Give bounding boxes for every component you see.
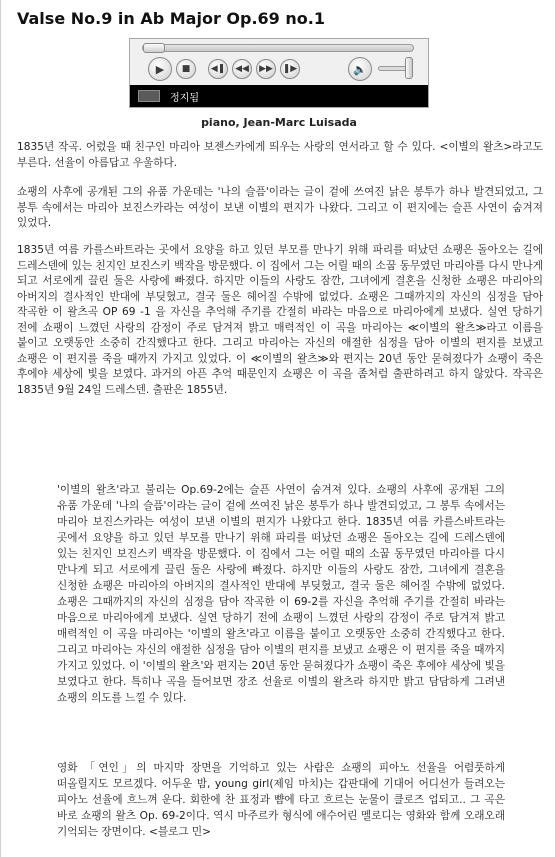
page-title: Valse No.9 in Ab Major Op.69 no.1 [17, 9, 325, 28]
paragraph-4: '이별의 왈츠'라고 불리는 Op.69-2에는 슬픈 사연이 숨겨져 있다. 쇼팽의 사후에 공개된 그의 유품 가운데 '나의 슬픔'이라는 글이 겉에 쓰여진 낡은 봉투가 하나 발견되었고, 그 봉투 속에서는 마리아 보진스카라는 여성이 보낸 이별의 편지가 나왔다고 한다. 1835년 여름 카를스바트라는 곳에서 요양을 하고 있던 부모를 만나기 위해 파리를 떠났던 쇼팽은 돌아오는 길에 드레스덴에 있는 친지인 보진스키 백작을 방문했다. 이 집에서 그는 어릴 때의 소꿉 동무였던 마리아를 다시 만나게 되고 서로에게 끌린 둘은 사랑에 빠졌다. 하지만 이들의 사랑도 잠깐, 그녀에게 결혼을 신청한 쇼팽은 마리아의 아버지의 결사적인 반대에 부딪혔고, 결국 둘은 헤어질 수밖에 없었다. 쇼팽은 그때까지의 자신의 심정을 담아 작곡한 이 69-2를 자신을 추억해 주기를 간절히 바라는 마음으로 마리아에게 보냈다. 실연 당하기 전에 쇼팽이 느꼈던 사랑의 감정이 주로 담겨져 밝고 매력적인 이 곡을 마리아는 '이별의 왈츠'라고 이름을 붙이고 오랫동안 소중히 간직했다고 한다. 그리고 마리아는 자신의 애절한 심정을 담아 이별의 편지를 보냈고 쇼팽은 이 편지를 죽을 때까지 가지고 있었다. 이 '이별의 왈츠'와 편지는 20년 동안 묻혀졌다가 쇼팽이 죽은 후에야 세상에 빛을 보였다고 한다. 특히나 곡을 들어보면 장조 선율로 이별의 왈츠라 하지만 밝고 담담하게 그려낸 쇼팽의 의도를 느낄 수 있다. [57, 484, 505, 704]
previous-icon[interactable]: ◀❚ [208, 59, 228, 79]
rewind-icon[interactable]: ◀◀ [232, 59, 252, 79]
media-player [129, 38, 429, 108]
performer-caption: piano, Jean-Marc Luisada [201, 116, 357, 129]
fast-forward-icon[interactable]: ▶▶ [256, 59, 276, 79]
volume-thumb[interactable] [405, 57, 413, 79]
seek-bar[interactable] [142, 44, 414, 52]
seek-thumb[interactable] [143, 43, 165, 53]
player-status-text: 정지됨 [170, 92, 199, 104]
next-icon[interactable]: ❚▶ [280, 59, 300, 79]
paragraph-2: 쇼팽의 사후에 공개된 그의 유품 가운데는 '나의 슬픔'이라는 글이 겉에 쓰여진 낡은 봉투가 하나 발견되었고, 그 봉투 속에서는 마리아 보진스카라는 여성이 보낸 이별의 편지가 나왔다. 그리고 이 편지에는 슬픈 사연이 숨겨져 있었다. [17, 186, 543, 229]
stop-icon[interactable]: ■ [176, 59, 196, 79]
player-status-bar [130, 85, 428, 107]
paragraph-3: 1835년 여름 카를스바트라는 곳에서 요양을 하고 있던 부모를 만나기 위해 파리를 떠났던 쇼팽은 돌아오는 길에 드레스덴에 있는 친지인 보진스키 백작을 방문했다. 이 집에서 그는 어릴 때의 소꿉 동무였던 마리아를 다시 만나게 되고 서로에게 끌린 둘은 사랑에 빠졌다. 하지만 이들의 사랑도 잠깐, 그녀에게 결혼을 신청한 쇼팽은 마리아의 아버지의 결사적인 반대에 부딪혔고, 결국 둘은 헤어질 수밖에 없었다. 쇼팽은 그때까지의 자신의 심정을 담아 작곡한 이 왈츠곡 OP 69 -1 을 자신을 추억해 주기를 간절히 바라는 마음으로 마리아에게 보냈다. 실연 당하기 전에 쇼팽이 느꼈던 사랑의 감정이 주로 담겨져 밝고 매력적인 이 곡을 마리아는 ≪이별의 왈츠≫라고 이름을 붙이고 오랫동안 소중히 간직했다고 한다. 그리고 마리아는 자신의 애절한 심정을 담아 이별의 편지를 보냈고 쇼팽은 이 편지를 죽을 때까지 가지고 있었다. 이 ≪이별의 왈츠≫와 편지는 20년 동안 묻혀졌다가 쇼팽이 죽은 후에야 세상에 빛을 보였다. 과거의 아픈 추억 때문인지 쇼팽은 이 곡을 좀처럼 출판하려고 하지 않았다. 작곡은 1835년 9월 24일 드레스덴. 출판은 1855년. [17, 244, 543, 396]
volume-icon[interactable]: 🔈 [348, 57, 372, 81]
status-icon [138, 90, 160, 102]
paragraph-1: 1835년 작곡. 어렸을 때 친구인 마리아 보젠스카에게 띄우는 사랑의 연서라고 할 수 있다. <이별의 왈츠>라고도 부른다. 선율이 아름답고 우울하다. [17, 141, 543, 169]
play-icon[interactable]: ▶ [148, 57, 172, 81]
paragraph-5: 영화 「연인」의 마지막 장면을 기억하고 있는 사람은 쇼팽의 피아노 선율을 어렴풋하게 떠올릴지도 모르겠다. 어두운 밤, young girl(제임 마치)는 갑판대에 기대어 어디선가 들려오는 피아노 선율에 흐느껴 운다. 회한에 찬 표정과 뺨에 타고 흐르는 눈물이 클로즈 업되고.. 그 곡은 바로 쇼팽의 왈츠 Op. 69-2이다. 역시 마주르카 형식에 애수어린 멜로디는 영화와 함께 오래오래 기억되는 장면이다. <블로그 민> [57, 762, 505, 838]
